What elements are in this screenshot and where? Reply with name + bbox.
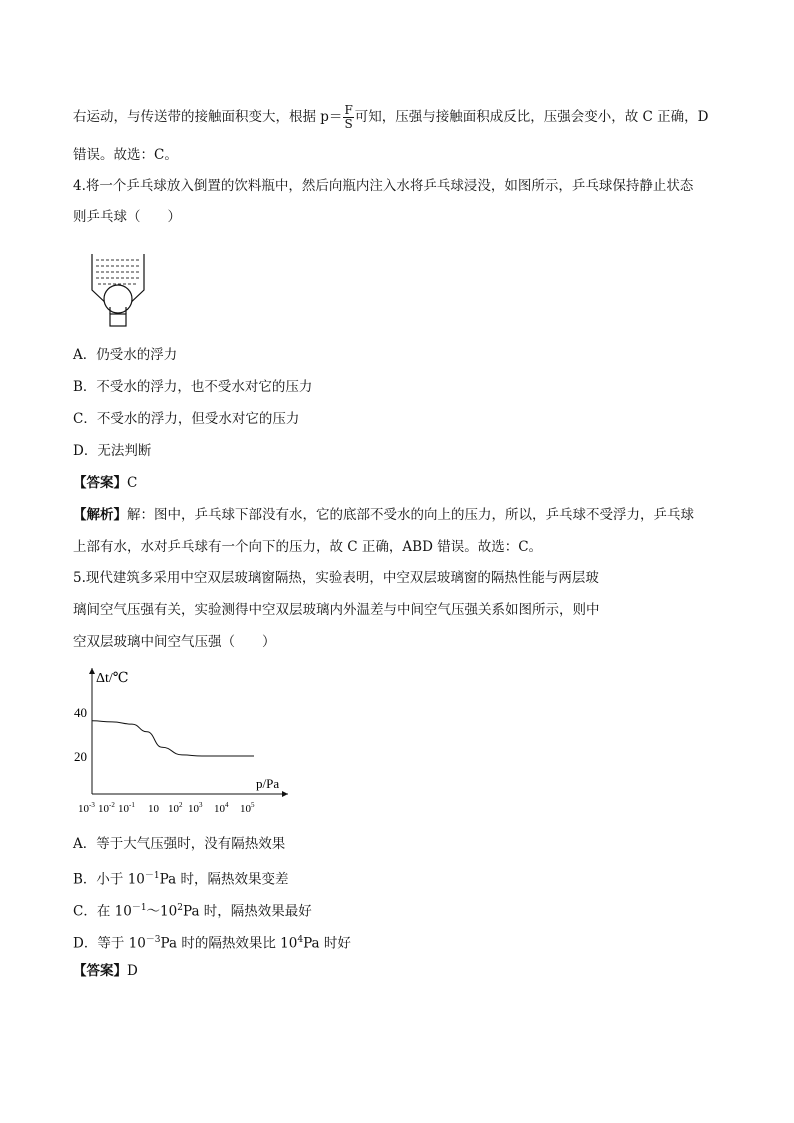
q5-answer-value: D: [127, 963, 138, 979]
q4-option-c: C．不受水的浮力，但受水对它的压力: [73, 411, 300, 427]
q5-stem-line3: 空双层玻璃中间空气压强（ ）: [73, 634, 276, 650]
fraction-denominator: S: [344, 117, 353, 131]
q4-analysis-line2: 上部有水，水对乒乓球有一个向下的压力，故 C 正确，ABD 错误。故选：C。: [73, 539, 543, 555]
x-tick-label: $10^2$: [168, 801, 183, 815]
q4-analysis-text1: 解：图中，乒乓球下部没有水，它的底部不受水的向上的压力，所以，乒乓球不受浮力，乒乓球: [127, 507, 694, 523]
q5-option-d-exp2: 4: [297, 935, 304, 945]
prev-answer-text-a: 右运动，与传送带的接触面积变大，根据 p＝: [73, 109, 343, 125]
x-tick-label: $10^{-2}$: [98, 801, 115, 815]
y-tick-40: 40: [74, 705, 87, 720]
q4-option-a: A．仍受水的浮力: [73, 347, 178, 363]
q4-stem-line1: 4.将一个乒乓球放入倒置的饮料瓶中，然后向瓶内注入水将乒乓球浸没，如图所示，乒乓球保持静止状态: [73, 178, 694, 194]
fraction-numerator: F: [344, 103, 353, 117]
q5-option-c-text3: Pa 时，隔热效果最好: [182, 903, 312, 920]
q4-answer-line: [73, 473, 137, 493]
y-axis-label: Δt/℃: [96, 671, 129, 686]
formula-fraction: [343, 104, 353, 131]
q5-stem-line2: 璃间空气压强有关，实验测得中空双层玻璃内外温差与中间空气压强关系如图所示，则中: [73, 602, 600, 618]
q5-answer-tag: 【答案】: [73, 963, 127, 979]
q5-option-b: [73, 866, 288, 890]
bottle-figure: [88, 252, 150, 332]
q4-answer-value: C: [127, 475, 138, 491]
prev-answer-line1: [73, 104, 709, 131]
q4-analysis-line1: [73, 505, 694, 525]
q4-option-d: D．无法判断: [73, 443, 152, 459]
q4-answer-tag: 【答案】: [73, 475, 127, 491]
q5-option-d-text: D．等于 10: [73, 935, 146, 952]
q5-option-a: A．等于大气压强时，没有隔热效果: [73, 836, 286, 852]
q4-option-b: B．不受水的浮力，也不受水对它的压力: [73, 379, 313, 395]
q5-option-c-exp2: 2: [177, 903, 183, 913]
q5-option-d-text2: Pa 时的隔热效果比 10: [160, 935, 298, 952]
prev-answer-line2: 错误。故选：C。: [73, 147, 178, 163]
q5-option-d-exp: －3: [145, 935, 161, 945]
pressure-temperature-chart: [70, 662, 300, 822]
q5-option-d-text3: Pa 时好: [303, 935, 351, 952]
q5-option-b-text: B．小于 10: [73, 871, 145, 888]
q5-option-b-text2: Pa 时，隔热效果变差: [159, 871, 289, 888]
x-tick-label: $10^5$: [240, 801, 255, 815]
q5-option-c-exp: －1: [131, 903, 147, 913]
q5-option-c: [73, 898, 312, 922]
q4-stem-line2: 则乒乓球（ ）: [73, 209, 181, 225]
y-tick-20: 20: [74, 749, 87, 764]
x-tick-label: $10^3$: [188, 801, 203, 815]
q5-option-b-exp: －1: [144, 871, 160, 881]
q4-analysis-tag: 【解析】: [73, 507, 127, 523]
q5-option-d: [73, 930, 351, 954]
q5-answer-line: [73, 961, 138, 981]
q5-option-c-text: C．在 10: [73, 903, 132, 920]
x-tick-label: $10^4$: [214, 801, 229, 815]
q5-option-c-text2: ～10: [146, 903, 178, 920]
x-tick-label: $10^{-1}$: [118, 801, 135, 815]
prev-answer-text-b: 可知，压强与接触面积成反比，压强会变小，故 C 正确，D: [354, 109, 709, 125]
x-tick-label: 10: [148, 803, 159, 815]
q5-stem-line1: 5.现代建筑多采用中空双层玻璃窗隔热，实验表明，中空双层玻璃窗的隔热性能与两层玻: [73, 570, 599, 586]
series-line: [92, 721, 254, 756]
x-tick-label: $10^{-3}$: [78, 801, 95, 815]
x-axis-label: p/Pa: [256, 776, 280, 791]
